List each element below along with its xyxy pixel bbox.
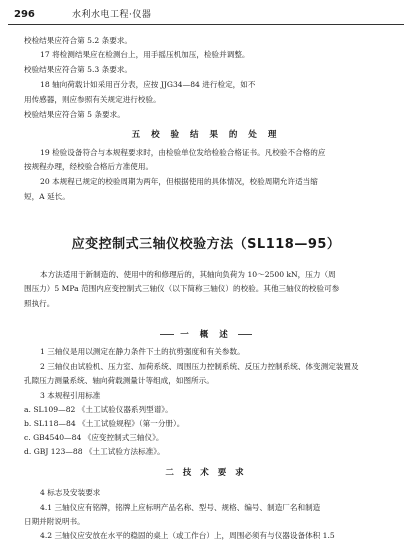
text-line: 照执行。 [24,299,55,308]
text-line: 1 三轴仪是用以测定在静力条件下土的抗剪强度和有关参数。 [40,347,245,356]
text-line: 本方法适用于新制造的、使用中的和修理后的，其轴向负荷为 10～2500 kN，压力（周 [40,270,336,279]
text-line: 4 标志及安装要求 [40,488,101,497]
text-line: 校检结果应符合第 5.2 条要求。 [24,36,133,45]
standard-item: d. GBJ 123—88 《土工试验方法标准》。 [24,447,165,456]
text-line: 4.1 三轴仪应有铭牌，铭牌上应标明产品名称、型号、规格、编号、制造厂名和制造 [40,503,321,512]
page-header [8,4,404,25]
text-line: 校验结果应符合第 5.3 条要求。 [24,65,133,74]
standard-item: a. SL109—82 《土工试验仪器系列型谱》。 [24,405,173,414]
text-line: 围压力）5 MPa 范围内应变控制式三轴仪（以下简称三轴仪）的校验。其他三轴仪的校验可参 [24,284,340,293]
document-title: 应变控制式三轴仪校验方法（SL118—95） [71,237,341,252]
text-line: 校验结果应符合第 5 条要求。 [24,110,125,119]
text-line: 19 检验设备符合与本规程要求时，由检验单位发给检验合格证书。凡校验不合格的应 [40,148,326,157]
text-line: 日期并附说明书。 [24,517,85,526]
text-line: 17 将检测结果应在检测台上，用手摇压机加压，检验并调整。 [40,50,250,59]
text-line: 20 本规程已规定的校验周期为两年，但根据使用的具体情况，校验周期允许适当缩 [40,177,318,186]
text-line: 2 三轴仪由试验机、压力室、加荷系统、周围压力控制系统、反压力控制系统、体变测定装置及 [40,362,359,371]
heading-rule [238,334,252,335]
standard-item: b. SL118—84 《土工试验规程》（第一分册）。 [24,419,185,428]
text-line: 3 本规程引用标准 [40,391,101,400]
text-line: 18 轴向荷载计如采用百分表，应按 JJG34—84 进行检定，如不 [40,80,256,89]
text-line: 短，A 延长。 [24,192,70,201]
text-line: 按规程办理，经校验合格后方准使用。 [24,162,154,171]
text-line: 4.2 三轴仪应安放在水平的稳固的桌上（或工作台）上，周围必须有与仪器设备体积 1.5 [40,531,335,540]
section-heading: 二 技 术 要 求 [165,468,247,478]
text-line: 孔隙压力测量系统、轴向荷载测量计等组成，如图所示。 [24,376,214,385]
running-title: 水利水电工程·仪器 [72,10,152,20]
page-number: 296 [14,9,35,20]
section-heading: 五 校 验 结 果 的 处 理 [131,130,281,140]
section-heading: 一 概 述 [180,330,232,340]
standard-item: c. GB4540—84 《应变控制式三轴仪》。 [24,433,164,442]
text-line: 用传感器，则应参照有关规定进行校验。 [24,95,161,104]
